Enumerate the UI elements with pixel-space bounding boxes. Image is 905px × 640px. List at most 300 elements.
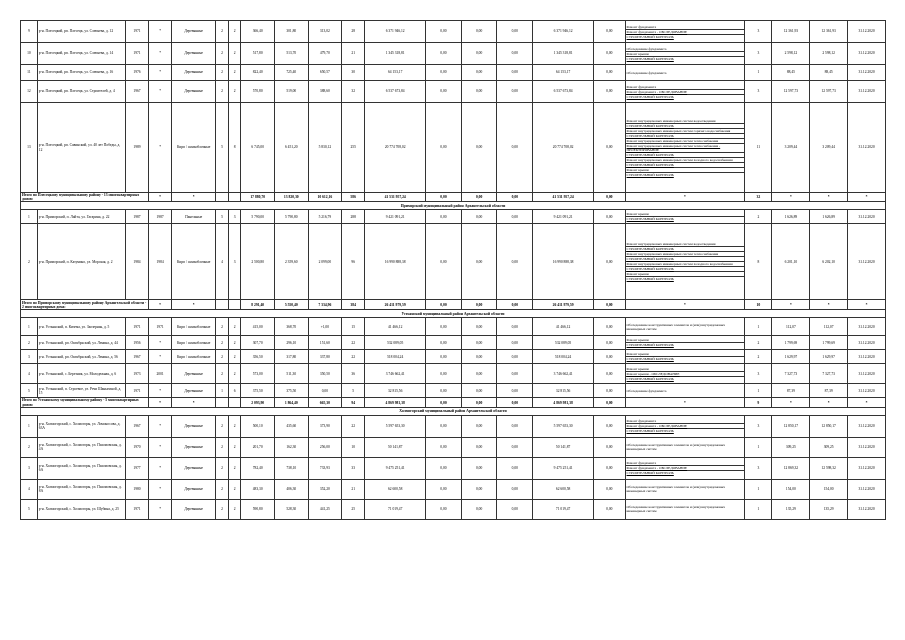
- house-address: р-н. Приморский, п. Лайта, ул. Гагарина, д. 22: [37, 210, 125, 224]
- cost-total: 6 371 946,12: [365, 21, 426, 43]
- cost-regional: 0,00: [461, 499, 497, 519]
- residents-count: 288: [342, 210, 365, 224]
- total-c3: 0,00: [461, 193, 497, 202]
- program-table: [20, 20, 886, 520]
- max-unit-cost: 2 598,12: [810, 43, 848, 65]
- cost-other: 0,00: [594, 350, 625, 364]
- work-types-list: [625, 479, 745, 499]
- work-type-item: СТРОИТЕЛЬНЫЙ КОНТРОЛЬ: [626, 217, 674, 222]
- work-types-list: [625, 499, 745, 519]
- residents-count: 22: [342, 350, 365, 364]
- table-row: [21, 364, 886, 384]
- work-type-item: Ремонт фундамента: [626, 85, 745, 90]
- cost-total: 9 475 251,41: [365, 457, 426, 479]
- cost-owners: 50 141,87: [533, 437, 594, 457]
- cost-federal: 0,00: [426, 350, 462, 364]
- year-built: 1967: [125, 415, 148, 437]
- work-type-item: Обследование фундамента: [626, 388, 667, 393]
- total-area: 307,70: [241, 336, 275, 350]
- cost-federal: 0,00: [426, 364, 462, 384]
- total-k: 9: [745, 398, 772, 407]
- floors-count: 2: [216, 479, 229, 499]
- cost-owners: 9 475 251,41: [533, 457, 594, 479]
- cost-owners: 32 815,56: [533, 384, 594, 398]
- total-a3: 665,30: [308, 398, 342, 407]
- residential-area: 256,00: [308, 437, 342, 457]
- total-dt: *: [848, 398, 886, 407]
- cost-total: 3 746 662,41: [365, 364, 426, 384]
- total-area: 573,00: [241, 364, 275, 384]
- cost-owners: 64 153,17: [533, 65, 594, 81]
- total-area: 201,70: [241, 437, 275, 457]
- total-k: 10: [745, 300, 772, 310]
- completion-date: 31.12.2020: [848, 384, 886, 398]
- cost-local: 0,00: [497, 457, 533, 479]
- residential-area: 650,57: [308, 65, 342, 81]
- max-unit-cost: 1 799,69: [810, 336, 848, 350]
- floors-count: 2: [216, 437, 229, 457]
- work-type-item: Обследование конструктивных элементов и (или) внутридомовых инженерных систем: [626, 443, 726, 452]
- row-number: 3: [21, 457, 38, 479]
- unit-cost: 1 626,89: [772, 210, 810, 224]
- work-count: 1: [745, 318, 772, 336]
- house-address: р-н. Плесецкий, рп. Савинский, ул. 40 лет Победы, д. 12: [37, 103, 125, 193]
- total-material-mark: *: [172, 398, 216, 407]
- work-type-item: СТРОИТЕЛЬНЫЙ КОНТРОЛЬ: [626, 172, 674, 177]
- completion-date: 31.12.2020: [848, 336, 886, 350]
- floors-count: 1: [216, 384, 229, 398]
- cost-federal: 0,00: [426, 499, 462, 519]
- cost-total: 32 815,56: [365, 384, 426, 398]
- cost-federal: 0,00: [426, 479, 462, 499]
- work-type-item: Ремонт крыши: [626, 367, 745, 372]
- cost-total: 64 153,17: [365, 65, 426, 81]
- cost-other: 0,00: [594, 210, 625, 224]
- total-label: Итого по Устьянскому муниципальному району - 5 многоквартирных домов:: [21, 398, 149, 407]
- entrances-count: 2: [228, 350, 241, 364]
- year-renovated: 1987: [149, 210, 172, 224]
- residential-area: 313,02: [308, 21, 342, 43]
- cost-total: 9 421 091,21: [365, 210, 426, 224]
- cost-local: 0,00: [497, 21, 533, 43]
- table-row: [21, 81, 886, 103]
- total-label: Итого по Приморскому муниципальному району Архангельской области - 2 многоквартирных дома:: [21, 300, 149, 310]
- unit-cost: 87,39: [772, 384, 810, 398]
- cost-owners: 41 466,12: [533, 318, 594, 336]
- cost-regional: 0,00: [461, 103, 497, 193]
- total-c5: 26 411 979,59: [533, 300, 594, 310]
- max-unit-cost: 154,00: [810, 479, 848, 499]
- residential-area: 373,90: [308, 415, 342, 437]
- cost-federal: 0,00: [426, 103, 462, 193]
- row-number: 1: [21, 210, 38, 224]
- completion-date: 31.12.2020: [848, 499, 886, 519]
- unit-cost: 6 201,10: [772, 224, 810, 300]
- work-type-item: СТРОИТЕЛЬНЫЙ КОНТРОЛЬ: [626, 247, 745, 252]
- residents-count: 15: [342, 318, 365, 336]
- table-row: [21, 43, 886, 65]
- cost-total: 5 597 653,30: [365, 415, 426, 437]
- total-area: 570,80: [241, 81, 275, 103]
- table-row: [21, 224, 886, 300]
- house-address: р-н. Устьянский, п. Строевое, ул. Речи Шаныгиной, д. 15: [37, 384, 125, 398]
- work-types-list: [625, 437, 745, 457]
- floors-count: 2: [216, 336, 229, 350]
- residential-area: 5 830,12: [308, 103, 342, 193]
- cost-regional: 0,00: [461, 210, 497, 224]
- max-unit-cost: 3 209,44: [810, 103, 848, 193]
- premises-area: 317,80: [274, 350, 308, 364]
- total-c1: 4 869 981,38: [365, 398, 426, 407]
- work-type-item: СТРОИТЕЛЬНЫЙ КОНТРОЛЬ: [626, 257, 745, 262]
- cost-federal: 0,00: [426, 210, 462, 224]
- table-row: [21, 350, 886, 364]
- total-area: 782,40: [241, 457, 275, 479]
- district-total-row: [21, 300, 886, 310]
- work-type-item: Ремонт фундамента - ОБСЛЕДОВАНИЕ: [626, 466, 745, 471]
- premises-area: 301,80: [274, 21, 308, 43]
- cost-other: 0,00: [594, 224, 625, 300]
- table-row: [21, 318, 886, 336]
- year-renovated: *: [149, 65, 172, 81]
- max-unit-cost: 6 202,10: [810, 224, 848, 300]
- total-area: 517,80: [241, 43, 275, 65]
- work-count: 11: [745, 103, 772, 193]
- work-type-item: Ремонт внутридомовых инженерных систем водоотведения: [626, 242, 745, 247]
- total-area: 500,10: [241, 415, 275, 437]
- completion-date: 31.12.2020: [848, 318, 886, 336]
- residents-count: 22: [342, 336, 365, 350]
- unit-cost: 1 799,69: [772, 336, 810, 350]
- total-label: Итого по Плесецкому муниципальному району - 13 многоквартирных домов:: [21, 193, 149, 202]
- cost-total: 62 600,58: [365, 479, 426, 499]
- cost-federal: 0,00: [426, 415, 462, 437]
- total-material-mark: *: [172, 193, 216, 202]
- work-count: 1: [745, 65, 772, 81]
- district-total-row: [21, 193, 886, 202]
- cost-local: 0,00: [497, 336, 533, 350]
- unit-cost: 3 209,44: [772, 103, 810, 193]
- work-type-item: СТРОИТЕЛЬНЫЙ КОНТРОЛЬ: [626, 94, 674, 99]
- total-p1: *: [772, 193, 810, 202]
- cost-local: 0,00: [497, 350, 533, 364]
- house-address: р-н. Плесецкий, рп. Плесецк, ул. Слепнева, д. 16: [37, 65, 125, 81]
- cost-local: 0,00: [497, 224, 533, 300]
- total-p1: *: [772, 300, 810, 310]
- max-unit-cost: 309,25: [810, 437, 848, 457]
- completion-date: 31.12.2020: [848, 415, 886, 437]
- cost-federal: 0,00: [426, 81, 462, 103]
- table-row: [21, 437, 886, 457]
- district-header-row: [21, 407, 886, 415]
- unit-cost: 12 361,93: [772, 21, 810, 43]
- residential-area: 733,93: [308, 457, 342, 479]
- year-built: 1967: [125, 350, 148, 364]
- total-p2: *: [810, 398, 848, 407]
- total-area: 822,40: [241, 65, 275, 81]
- premises-area: 738,10: [274, 457, 308, 479]
- unit-cost: 12 850,17: [772, 415, 810, 437]
- total-dt: *: [848, 193, 886, 202]
- total-c2: 0,00: [426, 193, 462, 202]
- total-c4: 0,00: [497, 300, 533, 310]
- entrances-count: 2: [228, 457, 241, 479]
- house-address: р-н. Плесецкий, рп. Плесецк, ул. Строителей, д. 4: [37, 81, 125, 103]
- cost-total: 16 990 888,38: [365, 224, 426, 300]
- residential-area: 388,60: [308, 81, 342, 103]
- cost-other: 0,00: [594, 415, 625, 437]
- year-renovated: 1984: [149, 224, 172, 300]
- cost-regional: 0,00: [461, 457, 497, 479]
- work-type-item: Ремонт крыши: [626, 52, 745, 57]
- total-year-mark: *: [149, 300, 172, 310]
- completion-date: 31.12.2020: [848, 21, 886, 43]
- residential-area: 151,60: [308, 336, 342, 350]
- work-type-item: Ремонт фундамента: [626, 419, 745, 424]
- residents-count: 36: [342, 364, 365, 384]
- premises-area: 528,30: [274, 499, 308, 519]
- total-p1: *: [772, 398, 810, 407]
- year-built: 1980: [125, 479, 148, 499]
- work-type-item: СТРОИТЕЛЬНЫЙ КОНТРОЛЬ: [626, 429, 674, 434]
- max-unit-cost: 88,45: [810, 65, 848, 81]
- premises-area: 406,30: [274, 479, 308, 499]
- premises-area: 375,50: [274, 384, 308, 398]
- work-type-item: СТРОИТЕЛЬНЫЙ КОНТРОЛЬ: [626, 34, 674, 39]
- cost-federal: 0,00: [426, 384, 462, 398]
- entrances-count: 6: [228, 384, 241, 398]
- total-entrances: [228, 398, 241, 407]
- year-renovated: 2001: [149, 364, 172, 384]
- work-type-item: СТРОИТЕЛЬНЫЙ КОНТРОЛЬ: [626, 163, 745, 168]
- work-type-item: Ремонт внутридомовых инженерных систем водоотведения: [626, 119, 745, 124]
- work-type-item: Ремонт крыши: [626, 272, 745, 277]
- total-c6: 0,00: [594, 300, 625, 310]
- house-address: р-н. Холмогорский, с. Холмогоры, ул. Пахомовская, д. 6А: [37, 457, 125, 479]
- cost-other: 0,00: [594, 103, 625, 193]
- total-res: 586: [342, 193, 365, 202]
- residents-count: 96: [342, 224, 365, 300]
- year-built: 1977: [125, 457, 148, 479]
- floors-count: 4: [216, 224, 229, 300]
- row-number: 4: [21, 364, 38, 384]
- unit-cost: 12 869,32: [772, 457, 810, 479]
- work-type-item: Ремонт внутридомовых инженерных систем теплоснабжения - ПРОЕКТИРОВАНИЕ: [626, 144, 745, 153]
- row-number: 2: [21, 336, 38, 350]
- total-c6: 0,00: [594, 398, 625, 407]
- work-type-item: Обследование конструктивных элементов и (или) внутридомовых инженерных систем: [626, 485, 726, 494]
- cost-federal: 0,00: [426, 43, 462, 65]
- work-types-list: [625, 103, 745, 193]
- residential-area: 337,80: [308, 350, 342, 364]
- work-types-list: [625, 65, 745, 81]
- residents-count: 10: [342, 437, 365, 457]
- work-count: 2: [745, 350, 772, 364]
- wall-material: Деревянные: [172, 364, 216, 384]
- cost-regional: 0,00: [461, 318, 497, 336]
- work-count: 1: [745, 479, 772, 499]
- house-address: р-н. Устьянский, рп. Октябрьский, ул. Ленина, д. 56: [37, 350, 125, 364]
- total-floors: [216, 398, 229, 407]
- cost-other: 0,00: [594, 81, 625, 103]
- entrances-count: 2: [228, 336, 241, 350]
- total-c6: 0,00: [594, 193, 625, 202]
- year-built: 1973: [125, 364, 148, 384]
- floors-count: 2: [216, 81, 229, 103]
- completion-date: 31.12.2020: [848, 210, 886, 224]
- year-built: 1987: [125, 210, 148, 224]
- year-renovated: *: [149, 415, 172, 437]
- cost-regional: 0,00: [461, 43, 497, 65]
- max-unit-cost: 87,39: [810, 384, 848, 398]
- total-area: 366,40: [241, 21, 275, 43]
- cost-owners: 3 746 662,41: [533, 364, 594, 384]
- unit-cost: 88,45: [772, 65, 810, 81]
- cost-regional: 0,00: [461, 81, 497, 103]
- cost-local: 0,00: [497, 210, 533, 224]
- cost-owners: 16 990 888,38: [533, 224, 594, 300]
- cost-regional: 0,00: [461, 415, 497, 437]
- work-type-item: СТРОИТЕЛЬНЫЙ КОНТРОЛЬ: [626, 153, 745, 158]
- cost-regional: 0,00: [461, 224, 497, 300]
- year-renovated: *: [149, 350, 172, 364]
- premises-area: 435,60: [274, 415, 308, 437]
- row-number: 2: [21, 224, 38, 300]
- entrances-count: 2: [228, 318, 241, 336]
- unit-cost: 7 327,73: [772, 364, 810, 384]
- total-a1: 8 291,40: [241, 300, 275, 310]
- work-count: 3: [745, 21, 772, 43]
- entrances-count: 2: [228, 21, 241, 43]
- floors-count: 2: [216, 21, 229, 43]
- entrances-count: 2: [228, 43, 241, 65]
- work-type-item: Ремонт крыши: [626, 212, 745, 217]
- premises-area: 296,10: [274, 336, 308, 350]
- cost-other: 0,00: [594, 437, 625, 457]
- district-header-row: [21, 310, 886, 318]
- cost-other: 0,00: [594, 318, 625, 336]
- total-c4: 0,00: [497, 398, 533, 407]
- work-types-list: [625, 384, 745, 398]
- total-material-mark: *: [172, 300, 216, 310]
- cost-local: 0,00: [497, 415, 533, 437]
- max-unit-cost: 112,07: [810, 318, 848, 336]
- total-w: *: [625, 398, 745, 407]
- total-c1: 41 531 957,24: [365, 193, 426, 202]
- floors-count: 5: [216, 210, 229, 224]
- wall-material: Кирп / шлакоблочные: [172, 224, 216, 300]
- total-area: 415,00: [241, 318, 275, 336]
- total-dt: *: [848, 300, 886, 310]
- total-entrances: [228, 193, 241, 202]
- total-area: 356,50: [241, 350, 275, 364]
- work-count: 3: [745, 457, 772, 479]
- entrances-count: 8: [228, 103, 241, 193]
- cost-local: 0,00: [497, 499, 533, 519]
- total-area: 375,50: [241, 384, 275, 398]
- district-name: Устьянский муниципальный район Архангельской области: [21, 310, 886, 318]
- work-type-item: СТРОИТЕЛЬНЫЙ КОНТРОЛЬ: [626, 124, 745, 129]
- residents-count: 21: [342, 479, 365, 499]
- premises-area: 162,30: [274, 437, 308, 457]
- work-type-item: Ремонт крыши: [626, 338, 745, 343]
- residential-area: 350,50: [308, 364, 342, 384]
- table-row: [21, 415, 886, 437]
- residential-area: 5 216,79: [308, 210, 342, 224]
- cost-local: 0,00: [497, 65, 533, 81]
- cost-other: 0,00: [594, 457, 625, 479]
- residents-count: 32: [342, 81, 365, 103]
- table-row: [21, 21, 886, 43]
- total-a3: 7 334,96: [308, 300, 342, 310]
- total-p2: *: [810, 193, 848, 202]
- cost-federal: 0,00: [426, 21, 462, 43]
- work-type-item: Ремонт фундамента - ОБСЛЕДОВАНИЕ: [626, 424, 745, 429]
- table-row: [21, 479, 886, 499]
- work-type-item: Обследование фундамента: [626, 47, 745, 52]
- cost-owners: 6 371 946,12: [533, 21, 594, 43]
- district-header-row: [21, 202, 886, 210]
- cost-other: 0,00: [594, 499, 625, 519]
- residential-area: 0,00: [308, 384, 342, 398]
- total-w: *: [625, 300, 745, 310]
- floors-count: 2: [216, 65, 229, 81]
- work-count: 1: [745, 437, 772, 457]
- district-name: Приморский муниципальный район Архангельской области: [21, 202, 886, 210]
- unit-cost: 135,29: [772, 499, 810, 519]
- year-built: 1970: [125, 437, 148, 457]
- cost-local: 0,00: [497, 479, 533, 499]
- wall-material: Деревянные: [172, 65, 216, 81]
- wall-material: Деревянные: [172, 415, 216, 437]
- floors-count: 5: [216, 103, 229, 193]
- total-area: 483,30: [241, 479, 275, 499]
- cost-federal: 0,00: [426, 318, 462, 336]
- table-row: [21, 336, 886, 350]
- cost-owners: 518 004,24: [533, 350, 594, 364]
- row-number: 1: [21, 415, 38, 437]
- cost-total: 71 019,47: [365, 499, 426, 519]
- cost-owners: 1 345 318,81: [533, 43, 594, 65]
- total-res: 384: [342, 300, 365, 310]
- max-unit-cost: 12 850,17: [810, 415, 848, 437]
- entrances-count: 2: [228, 437, 241, 457]
- year-renovated: *: [149, 499, 172, 519]
- cost-total: 20 774 708,02: [365, 103, 426, 193]
- work-type-item: Ремонт фундамента: [626, 25, 745, 30]
- residents-count: 25: [342, 499, 365, 519]
- cost-total: 532 089,05: [365, 336, 426, 350]
- premises-area: 511,30: [274, 364, 308, 384]
- total-year-mark: *: [149, 193, 172, 202]
- max-unit-cost: 135,29: [810, 499, 848, 519]
- cost-other: 0,00: [594, 336, 625, 350]
- total-area: 5 790,00: [241, 210, 275, 224]
- work-types-list: [625, 336, 745, 350]
- cost-federal: 0,00: [426, 336, 462, 350]
- table-row: [21, 65, 886, 81]
- premises-area: 725,40: [274, 65, 308, 81]
- total-p2: *: [810, 300, 848, 310]
- residential-area: 2 099,00: [308, 224, 342, 300]
- cost-regional: 0,00: [461, 364, 497, 384]
- work-types-list: [625, 81, 745, 103]
- total-area: 2 500,80: [241, 224, 275, 300]
- work-count: 2: [745, 210, 772, 224]
- wall-material: Кирп / шлакоблочные: [172, 103, 216, 193]
- row-number: 11: [21, 65, 38, 81]
- wall-material: Деревянные: [172, 384, 216, 398]
